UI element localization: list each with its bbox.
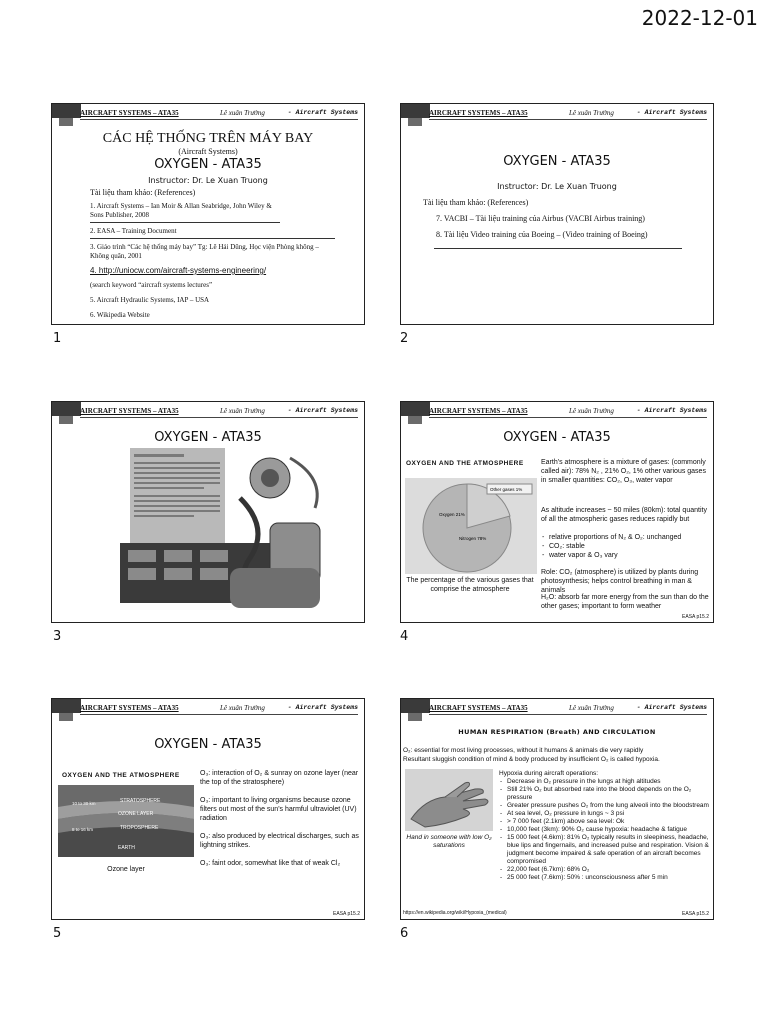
corner-decoration	[51, 401, 81, 424]
pie-label: Oxygen 21%	[439, 512, 465, 517]
slide-title: OXYGEN - ATA35	[503, 154, 611, 169]
slide-subtitle: (Aircraft Systems)	[178, 147, 238, 156]
list-item: - At sea level, O₂ pressure in lungs ~ 3 psi	[507, 810, 711, 818]
oxygen-equipment-image	[120, 448, 336, 616]
references-label: Tài liệu tham khảo: (References)	[90, 188, 196, 197]
corner-decoration	[51, 698, 81, 721]
header-course: AIRCRAFT SYSTEMS – ATA35	[80, 109, 179, 117]
atmosphere-pie-chart	[405, 478, 537, 574]
section-heading: OXYGEN AND THE ATMOSPHERE	[62, 772, 180, 779]
corner-decoration	[400, 698, 430, 721]
header-course: AIRCRAFT SYSTEMS – ATA35	[429, 407, 528, 415]
slide-2	[400, 103, 714, 325]
header-subject: - Aircraft Systems	[287, 704, 358, 711]
page-date: 2022-12-01	[641, 6, 758, 30]
reference-item: 2. EASA – Training Document	[90, 227, 177, 235]
list-item: - relative proportions of N₂ & O₂: unchanged	[549, 533, 709, 542]
figure-caption: Ozone layer	[107, 866, 145, 873]
hypoxia-list	[499, 778, 711, 882]
section-heading: OXYGEN AND THE ATMOSPHERE	[406, 460, 524, 467]
list-item: - Still 21% O₂ but absorbed rate into the blood depends on the O₂ pressure	[507, 786, 711, 802]
bullet-list	[541, 533, 709, 560]
header-subject: - Aircraft Systems	[287, 407, 358, 414]
slide-3	[51, 401, 365, 623]
reference-item: 6. Wikipedia Website	[90, 311, 150, 319]
paragraph: Earth's atmosphere is a mixture of gases: (commonly called air): 78% N₂ , 21% O₂, 1% other various gases in smaller quantities: CO₂, O₃, water vapor	[541, 459, 706, 484]
header-author: Lê xuân Trường	[569, 407, 614, 415]
paragraph: O₃: also produced by electrical discharges, such as lightning strikes.	[200, 833, 359, 849]
figure-caption: The percentage of the various gases that comprise the atmosphere	[406, 577, 534, 593]
header-course: AIRCRAFT SYSTEMS – ATA35	[429, 109, 528, 117]
header-author: Lê xuân Trường	[220, 704, 265, 712]
slide-number: 2	[400, 331, 409, 346]
paragraph: H₂O: absorb far more energy from the sun than do the other gases; important to form weather	[541, 594, 709, 610]
altitude-label: 10 to 30 km	[72, 801, 96, 806]
slide-title: OXYGEN - ATA35	[154, 430, 262, 445]
corner-decoration	[400, 103, 430, 126]
reference-item: 3. Giáo trình “Các hệ thống máy bay” Tg: Lê Hải Dũng, Học viện Phòng không – Không quân, 2001	[90, 243, 319, 260]
paragraph: O₂: essential for most living processes, without it humans & animals die very rapidly	[403, 747, 644, 754]
corner-decoration	[51, 103, 81, 126]
reference-item: 8. Tài liệu Video training của Boeing – (Video training of Boeing)	[436, 230, 648, 239]
paragraph: Resultant sluggish condition of mind & body produced by insufficient O₂ is called hypoxia.	[403, 756, 660, 763]
slide-4	[400, 401, 714, 623]
references-label: Tài liệu tham khảo: (References)	[423, 198, 529, 207]
header-subject: - Aircraft Systems	[636, 407, 707, 414]
reference-item: (search keyword “aircraft systems lectures”	[90, 281, 213, 289]
paragraph: O₃: interaction of O₂ & sunray on ozone layer (near the top of the stratosphere)	[200, 770, 359, 786]
header-author: Lê xuân Trường	[220, 407, 265, 415]
list-item: - 25 000 feet (7.6km): 50% : unconsciousness after 5 min	[507, 874, 711, 882]
slide-footer: EASA p15.2	[682, 614, 709, 620]
slide-title: CÁC HỆ THỐNG TRÊN MÁY BAY	[102, 131, 314, 146]
list-item: - Greater pressure pushes O₂ from the lung alveoli into the bloodstream	[507, 802, 711, 810]
paragraph: As altitude increases ~ 50 miles (80km): total quantity of all the atmospheric gases reduces rapidly but	[541, 507, 707, 523]
slide-number: 5	[53, 926, 62, 941]
slide-number: 1	[53, 331, 62, 346]
slide-footer: EASA p15.2	[682, 911, 709, 917]
paragraph: O₃: faint odor, somewhat like that of weak Cl₂	[200, 860, 341, 867]
paragraph: Role: CO₂ (atmosphere) is utilized by plants during photosynthesis; helps control breathing in man & animals	[541, 569, 699, 594]
slide-number: 4	[400, 629, 409, 644]
altitude-label: 8 to 16 km	[72, 827, 94, 832]
hypoxia-hand-photo	[405, 769, 493, 831]
list-heading: Hypoxia during aircraft operations:	[499, 770, 598, 777]
slide-6	[400, 698, 714, 920]
reference-item: 7. VACBI – Tài liệu training của Airbus (VACBI Airbus training)	[436, 214, 645, 223]
slide-title: OXYGEN - ATA35	[503, 430, 611, 445]
slide-title-2: OXYGEN - ATA35	[154, 157, 262, 172]
layer-label: STRATOSPHERE	[120, 798, 161, 804]
slide-number: 3	[53, 629, 62, 644]
instructor: Instructor: Dr. Le Xuan Truong	[148, 176, 268, 185]
list-item: - 22,000 feet (6.7km): 68% O₂	[507, 866, 711, 874]
paragraph: O₃: important to living organisms because ozone filters out most of the sun's harmful ultraviolet (UV) radiation	[200, 797, 357, 822]
header-subject: - Aircraft Systems	[636, 109, 707, 116]
slide-number: 6	[400, 926, 409, 941]
list-item: - CO₂: stable	[549, 542, 709, 551]
reference-item: 5. Aircraft Hydraulic Systems, IAP – USA	[90, 296, 210, 304]
header-author: Lê xuân Trường	[220, 109, 265, 117]
instructor: Instructor: Dr. Le Xuan Truong	[497, 182, 617, 191]
ozone-layer-diagram	[58, 785, 194, 857]
layer-label: EARTH	[118, 845, 135, 851]
slide-5	[51, 698, 365, 920]
list-item: - 10,000 feet (3km): 90% O₂ cause hypoxia: headache & fatigue	[507, 826, 711, 834]
slide-title: OXYGEN - ATA35	[154, 737, 262, 752]
header-course: AIRCRAFT SYSTEMS – ATA35	[429, 704, 528, 712]
reference-item: 1. Aircraft Systems – Ian Moir & Allan Seabridge, John Wiley & Sons Publisher, 2008	[90, 202, 272, 219]
pie-label: Other gases 1%	[490, 487, 523, 492]
header-author: Lê xuân Trường	[569, 704, 614, 712]
layer-label: TROPOSPHERE	[120, 825, 159, 831]
list-item: - 15 000 feet (4.6km): 81% O₂ typically results in sleepiness, headache, blue lips and fingernails, and increased pulse and respiration. Vision & judgment become impaired & safe operation of an aircraft becomes compromised	[507, 834, 711, 866]
header-subject: - Aircraft Systems	[636, 704, 707, 711]
layer-label: OZONE LAYER	[118, 811, 154, 817]
header-course: AIRCRAFT SYSTEMS – ATA35	[80, 704, 179, 712]
list-item: - water vapor & O₃ vary	[549, 551, 709, 560]
list-item: - > 7 000 feet (2.1km) above sea level: Ok	[507, 818, 711, 826]
list-item: - Decrease in O₂ pressure in the lungs at high altitudes	[507, 778, 711, 786]
pie-label: Nitrogen 78%	[459, 536, 487, 541]
reference-link[interactable]: 4. http://uniocw.com/aircraft-systems-engineering/	[90, 266, 267, 275]
header-subject: - Aircraft Systems	[287, 109, 358, 116]
source-link[interactable]: https://en.wikipedia.org/wiki/Hypoxia_(medical)	[403, 910, 507, 916]
header-author: Lê xuân Trường	[569, 109, 614, 117]
slide-footer: EASA p15.2	[333, 911, 360, 917]
slide-1	[51, 103, 365, 325]
slide-title: HUMAN RESPIRATION (Breath) AND CIRCULATION	[458, 728, 656, 736]
corner-decoration	[400, 401, 430, 424]
figure-caption: Hand in someone with low O₂ saturations	[406, 834, 492, 849]
header-course: AIRCRAFT SYSTEMS – ATA35	[80, 407, 179, 415]
